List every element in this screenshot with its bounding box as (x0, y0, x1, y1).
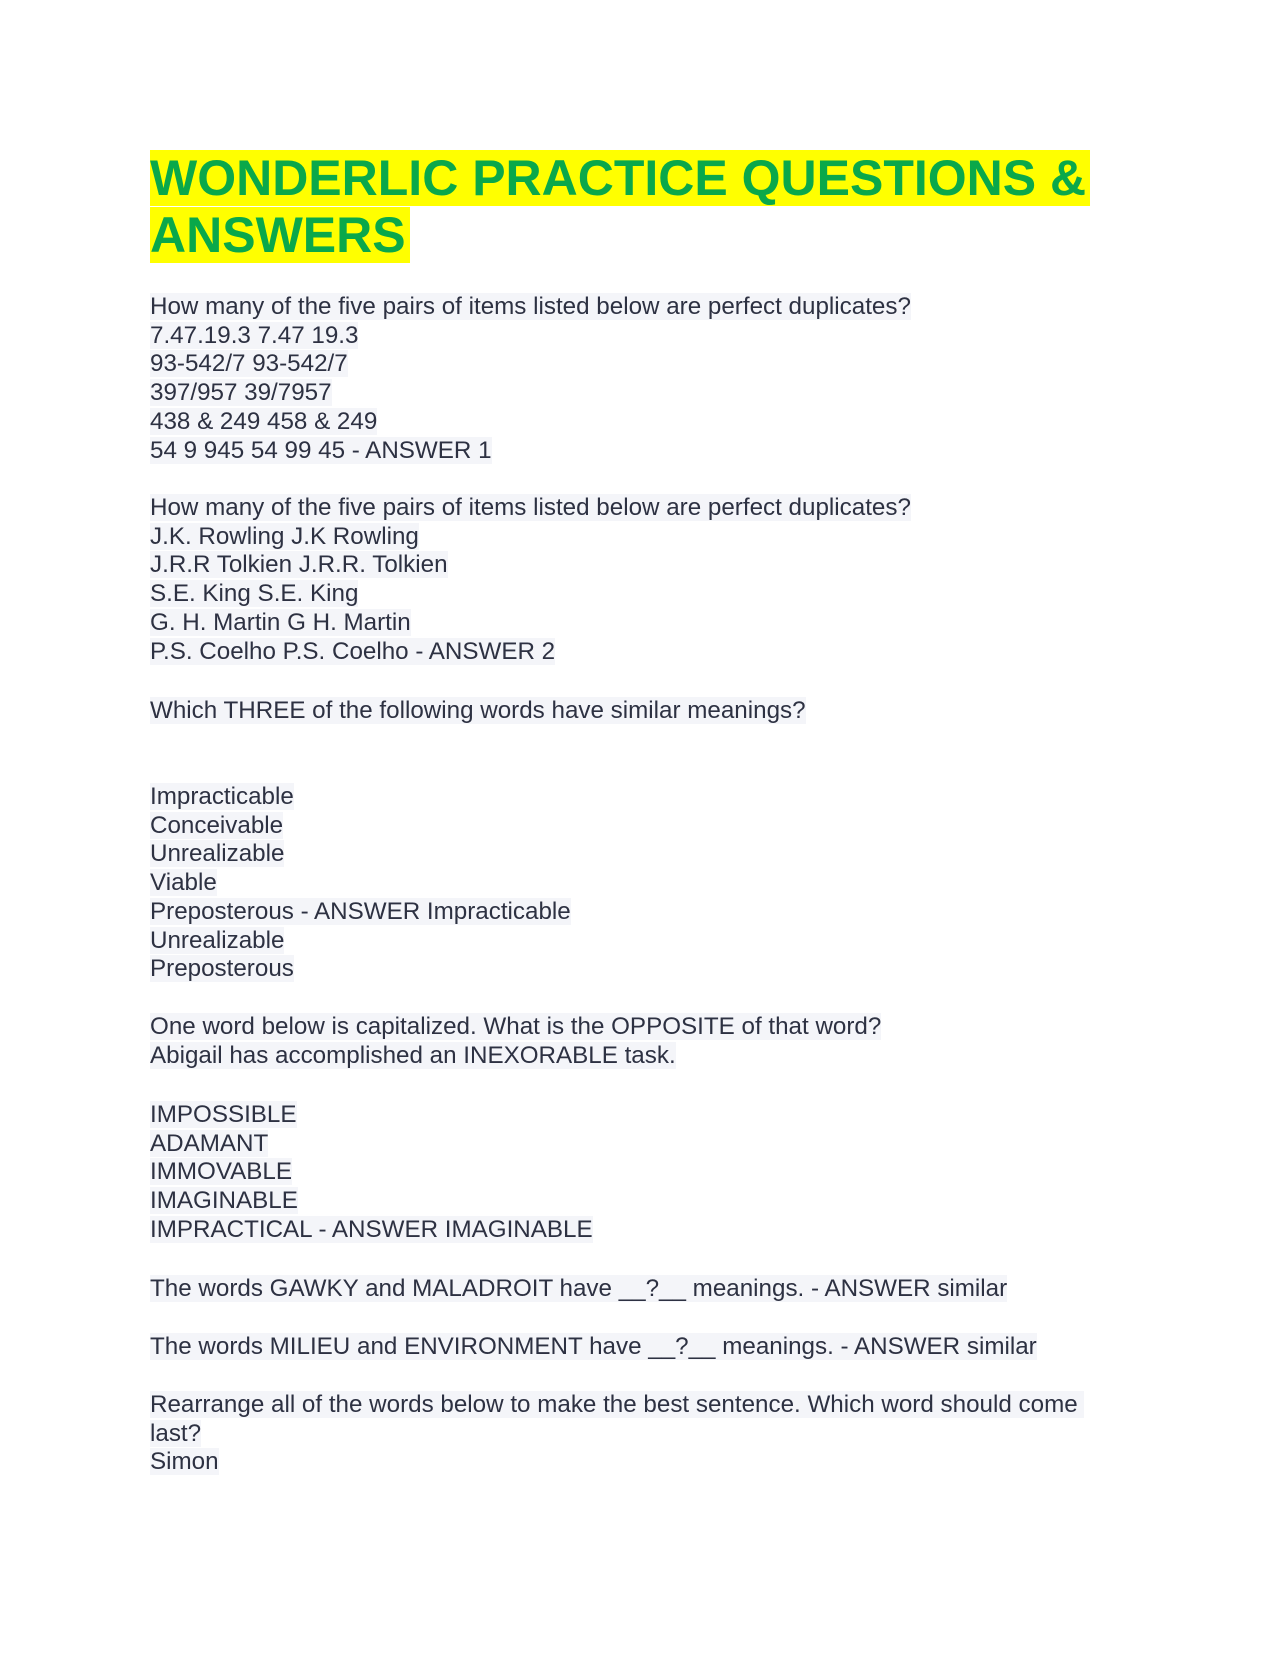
question-text-continued: last? (150, 1419, 202, 1447)
answer-line: IMPRACTICAL - ANSWER IMAGINABLE (150, 1215, 593, 1243)
answer-line: Preposterous - ANSWER Impracticable (150, 897, 571, 925)
question-text: One word below is capitalized. What is the OPPOSITE of that word? (150, 1013, 882, 1040)
question-answer-line: The words MILIEU and ENVIRONMENT have __?__ meanings. - ANSWER similar (150, 1333, 1037, 1360)
answer-line: Preposterous (150, 955, 294, 983)
option-line: G. H. Martin G H. Martin (150, 608, 411, 636)
option-line: IMMOVABLE (150, 1158, 293, 1186)
option-line: Viable (150, 869, 217, 897)
question-text: Rearrange all of the words below to make the best sentence. Which word should come (150, 1391, 1085, 1418)
option-line: Simon (150, 1448, 219, 1476)
question-block-duplicates-names (150, 494, 1130, 666)
option-line: 438 & 249 458 & 249 (150, 407, 378, 435)
title-line-2: ANSWERS (150, 207, 410, 263)
options-block-opposite (150, 1101, 1130, 1245)
answer-line: P.S. Coelho P.S. Coelho - ANSWER 2 (150, 637, 556, 665)
option-line: 93-542/7 93-542/7 (150, 350, 348, 378)
option-line: J.R.R Tolkien J.R.R. Tolkien (150, 551, 448, 579)
question-block-duplicates-numbers (150, 293, 1130, 465)
question-block-similar-meanings (150, 697, 1130, 726)
option-line: Unrealizable (150, 840, 285, 868)
question-block-milieu (150, 1333, 1130, 1362)
question-block-rearrange (150, 1391, 1130, 1477)
question-text: How many of the five pairs of items listed below are perfect duplicates? (150, 293, 911, 320)
answer-line: 54 9 945 54 99 45 - ANSWER 1 (150, 436, 492, 464)
question-text: Which THREE of the following words have similar meanings? (150, 697, 806, 724)
question-text: How many of the five pairs of items listed below are perfect duplicates? (150, 494, 911, 521)
question-answer-line: The words GAWKY and MALADROIT have __?__ meanings. - ANSWER similar (150, 1275, 1008, 1302)
option-line: IMAGINABLE (150, 1187, 298, 1215)
option-line: 397/957 39/7957 (150, 379, 332, 407)
title-line-1: WONDERLIC PRACTICE QUESTIONS & (150, 150, 1090, 206)
question-sentence: Abigail has accomplished an INEXORABLE task. (150, 1041, 676, 1069)
option-line: S.E. King S.E. King (150, 580, 359, 608)
answer-line: Unrealizable (150, 926, 285, 954)
question-block-opposite (150, 1013, 1130, 1070)
document-title (150, 150, 1110, 264)
option-line: 7.47.19.3 7.47 19.3 (150, 321, 359, 349)
option-line: IMPOSSIBLE (150, 1101, 297, 1128)
option-line: J.K. Rowling J.K Rowling (150, 522, 419, 550)
option-line: ADAMANT (150, 1129, 269, 1157)
option-line: Conceivable (150, 811, 284, 839)
option-line: Impracticable (150, 783, 294, 810)
options-block-similar-meanings (150, 783, 1130, 984)
question-block-gawky (150, 1275, 1130, 1304)
